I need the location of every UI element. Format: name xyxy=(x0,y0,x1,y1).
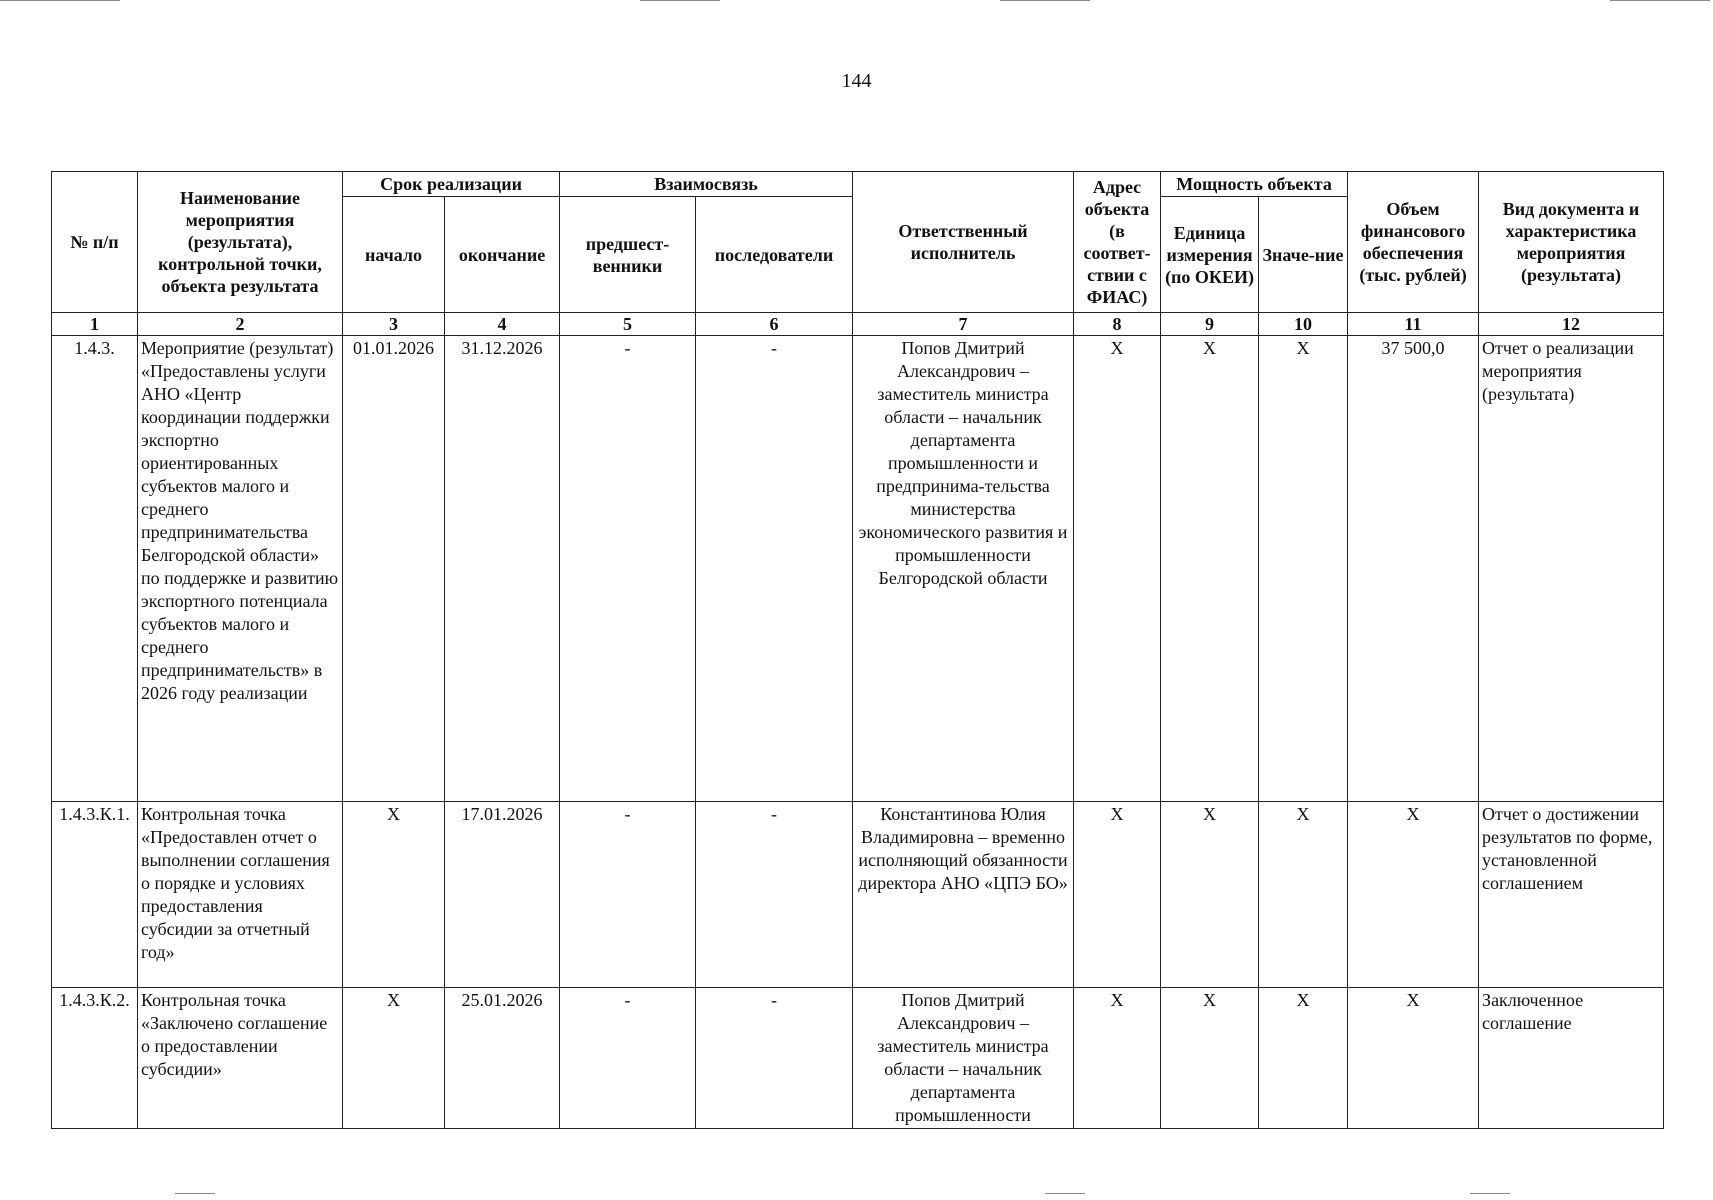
header-unit: Единица измерения (по ОКЕИ) xyxy=(1161,197,1259,313)
row-predecessors: - xyxy=(560,802,696,988)
header-successors: последователи xyxy=(696,197,853,313)
header-doc-type: Вид документа и характеристика мероприятия (результата) xyxy=(1479,172,1664,313)
row-doc-type: Отчет о достижении результатов по форме, установленной соглашением xyxy=(1479,802,1664,988)
row-start: X xyxy=(343,988,445,1129)
row-value: X xyxy=(1259,802,1348,988)
column-number: 8 xyxy=(1074,313,1161,336)
scan-mark xyxy=(640,0,720,1)
table-row xyxy=(52,336,1664,802)
row-end: 25.01.2026 xyxy=(445,988,560,1129)
scan-mark xyxy=(1045,1193,1085,1194)
header-relation: Взаимосвязь xyxy=(560,172,853,197)
scan-mark xyxy=(1470,1193,1510,1194)
row-doc-type: Отчет о реализации мероприятия (результата) xyxy=(1479,336,1664,802)
row-address: X xyxy=(1074,336,1161,802)
header-start: начало xyxy=(343,197,445,313)
row-predecessors: - xyxy=(560,336,696,802)
table-row xyxy=(52,988,1664,1129)
row-name: Контрольная точка «Заключено соглашение о предоставлении субсидии» xyxy=(138,988,343,1129)
page-number: 144 xyxy=(841,70,872,92)
column-number: 4 xyxy=(445,313,560,336)
events-table xyxy=(51,171,1664,1129)
header-num: № п/п xyxy=(52,172,138,313)
column-number-row xyxy=(52,313,1664,336)
row-responsible: Попов Дмитрий Александрович – заместитель министра области – начальник департамента промышленности xyxy=(853,988,1074,1129)
column-number: 11 xyxy=(1348,313,1479,336)
row-doc-type: Заключенное соглашение xyxy=(1479,988,1664,1129)
row-successors: - xyxy=(696,988,853,1129)
row-name: Мероприятие (результат) «Предоставлены услуги АНО «Центр координации поддержки экспортно ориентированных субъектов малого и среднего предпринимательства Белгородской области» по поддержке и развитию экспортного потенциала субъектов малого и среднего предпринимательств» в 2026 году реализации xyxy=(138,336,343,802)
column-number: 7 xyxy=(853,313,1074,336)
scan-mark xyxy=(1000,0,1090,1)
header-address: Адрес объекта (в соответ-ствии с ФИАС) xyxy=(1074,172,1161,313)
row-name: Контрольная точка «Предоставлен отчет о выполнении соглашения о порядке и условиях предоставления субсидии за отчетный год» xyxy=(138,802,343,988)
row-unit: X xyxy=(1161,802,1259,988)
column-number: 10 xyxy=(1259,313,1348,336)
header-name: Наименование мероприятия (результата), контрольной точки, объекта результата xyxy=(138,172,343,313)
header-capacity: Мощность объекта xyxy=(1161,172,1348,197)
header-end: окончание xyxy=(445,197,560,313)
row-successors: - xyxy=(696,802,853,988)
header-predecessors: предшест-венники xyxy=(560,197,696,313)
column-number: 12 xyxy=(1479,313,1664,336)
column-number: 9 xyxy=(1161,313,1259,336)
row-start: X xyxy=(343,802,445,988)
scan-mark xyxy=(175,1193,215,1194)
row-successors: - xyxy=(696,336,853,802)
row-responsible: Попов Дмитрий Александрович – заместитель министра области – начальник департамента промышленности и предпринима-тельства министерства экономического развития и промышленности Белгородской области xyxy=(853,336,1074,802)
column-number: 1 xyxy=(52,313,138,336)
header-finance: Объем финансового обеспечения (тыс. рублей) xyxy=(1348,172,1479,313)
row-finance: X xyxy=(1348,802,1479,988)
row-address: X xyxy=(1074,802,1161,988)
row-unit: X xyxy=(1161,336,1259,802)
scan-mark xyxy=(0,0,120,1)
scan-mark xyxy=(1610,0,1710,1)
row-predecessors: - xyxy=(560,988,696,1129)
column-number: 5 xyxy=(560,313,696,336)
column-number: 2 xyxy=(138,313,343,336)
column-number: 3 xyxy=(343,313,445,336)
row-end: 17.01.2026 xyxy=(445,802,560,988)
row-num: 1.4.3.К.1. xyxy=(52,802,138,988)
table-row xyxy=(52,802,1664,988)
row-start: 01.01.2026 xyxy=(343,336,445,802)
row-num: 1.4.3. xyxy=(52,336,138,802)
header-value: Значе-ние xyxy=(1259,197,1348,313)
row-value: X xyxy=(1259,336,1348,802)
row-finance: X xyxy=(1348,988,1479,1129)
column-number: 6 xyxy=(696,313,853,336)
row-unit: X xyxy=(1161,988,1259,1129)
row-end: 31.12.2026 xyxy=(445,336,560,802)
row-finance: 37 500,0 xyxy=(1348,336,1479,802)
row-address: X xyxy=(1074,988,1161,1129)
header-responsible: Ответственный исполнитель xyxy=(853,172,1074,313)
row-num: 1.4.3.К.2. xyxy=(52,988,138,1129)
header-term: Срок реализации xyxy=(343,172,560,197)
row-responsible: Константинова Юлия Владимировна – временно исполняющий обязанности директора АНО «ЦПЭ БО» xyxy=(853,802,1074,988)
row-value: X xyxy=(1259,988,1348,1129)
